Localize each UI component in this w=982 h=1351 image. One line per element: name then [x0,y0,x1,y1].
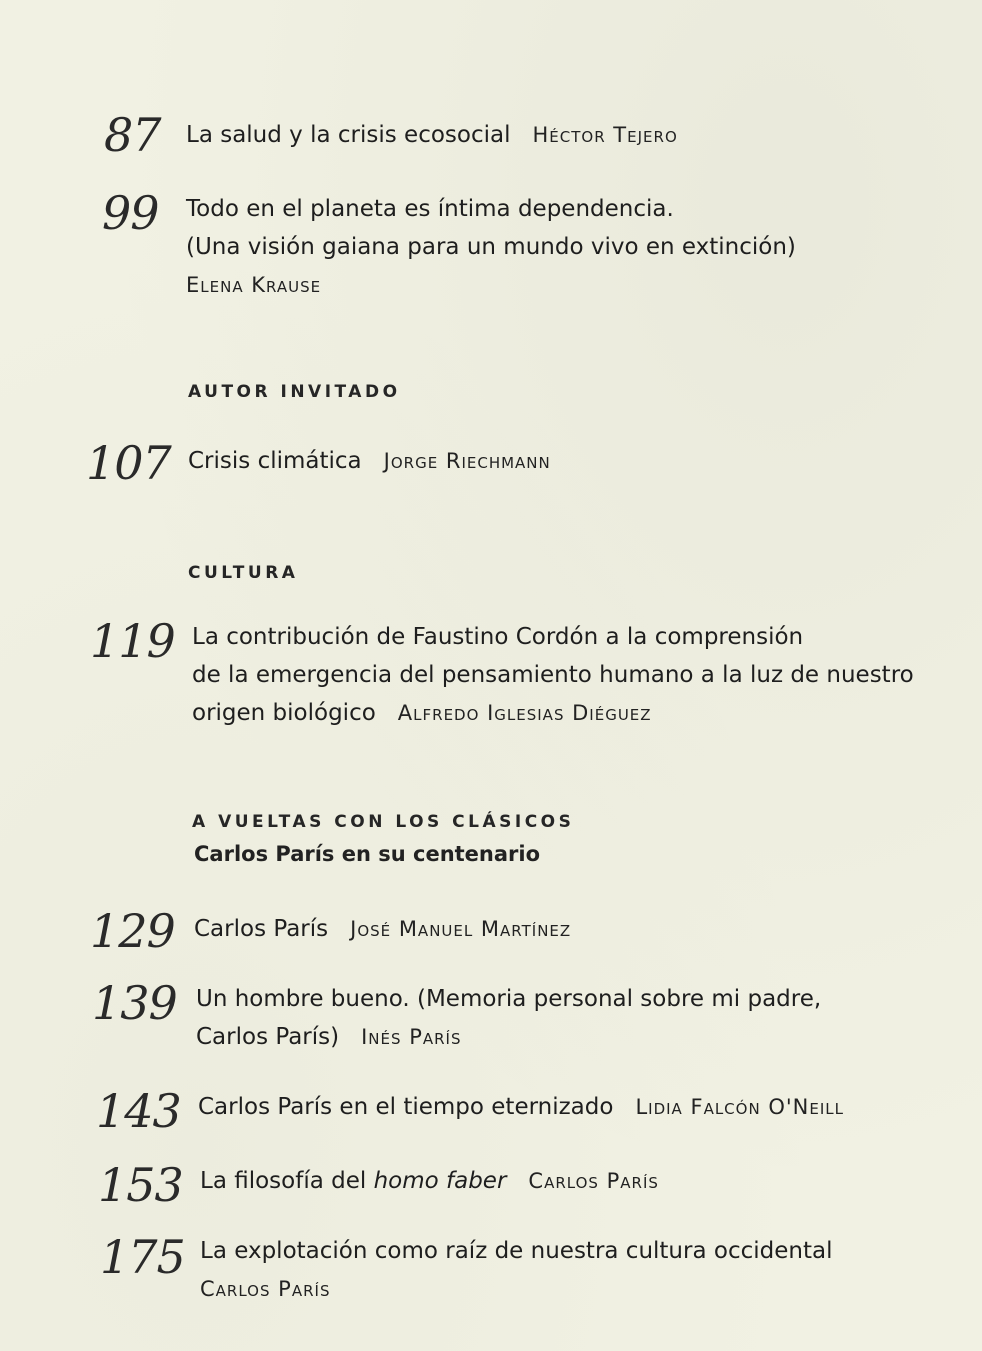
entry-author: Lidia Falcón O'Neill [635,1095,844,1119]
entry-author: Elena Krause [186,273,322,297]
page-number: 175 [100,1230,185,1284]
entry-title-line: de la emergencia del pensamiento humano a la luz de nuestro [192,662,914,688]
toc-entry[interactable] [194,910,571,948]
entry-title: La salud y la crisis ecosocial [186,122,511,148]
section-subheading: Carlos París en su centenario [194,842,541,866]
entry-title: Carlos París en el tiempo eternizado [198,1094,614,1120]
entry-author: Inés París [361,1025,462,1049]
entry-title: Carlos París [194,916,329,942]
toc-entry[interactable] [188,442,551,480]
entry-author: Alfredo Iglesias Diéguez [397,701,652,725]
page-number: 143 [96,1084,181,1138]
entry-title: Crisis climática [188,448,362,474]
toc-entry[interactable] [200,1162,659,1200]
entry-title-line: (Una visión gaiana para un mundo vivo en extinción) [186,234,796,260]
toc-entry[interactable] [192,618,914,732]
entry-title: La explotación como raíz de nuestra cultura occidental [200,1238,833,1264]
entry-title-line: origen biológico [192,700,376,726]
toc-entry[interactable] [186,190,796,304]
entry-title: La filosofía del [200,1168,367,1194]
entry-author: Carlos París [528,1169,659,1193]
section-heading: CULTURA [188,563,299,583]
entry-title-line: La contribución de Faustino Cordón a la comprensión [192,624,804,650]
section-heading: A VUELTAS CON LOS CLÁSICOS [192,812,575,832]
page-number: 139 [92,976,177,1030]
page-number: 99 [102,186,159,240]
entry-title-line: Todo en el planeta es íntima dependencia. [186,196,674,222]
page-number: 119 [90,614,175,668]
toc-entry[interactable] [198,1088,844,1126]
toc-entry[interactable] [196,980,821,1056]
page-number: 129 [90,904,175,958]
entry-title-line: Carlos París) [196,1024,340,1050]
section-heading: AUTOR INVITADO [188,382,401,402]
page-number: 107 [86,436,171,490]
entry-author: Jorge Riechmann [383,449,551,473]
entry-author: Carlos París [200,1277,331,1301]
entry-title-line: Un hombre bueno. (Memoria personal sobre mi padre, [196,986,822,1012]
entry-author: José Manuel Martínez [350,917,572,941]
toc-entry[interactable] [186,116,678,154]
entry-title-italic: homo faber [373,1168,507,1194]
page-number: 153 [98,1158,183,1212]
toc-entry[interactable] [200,1232,832,1308]
page-number: 87 [104,108,161,162]
entry-author: Héctor Tejero [532,123,678,147]
